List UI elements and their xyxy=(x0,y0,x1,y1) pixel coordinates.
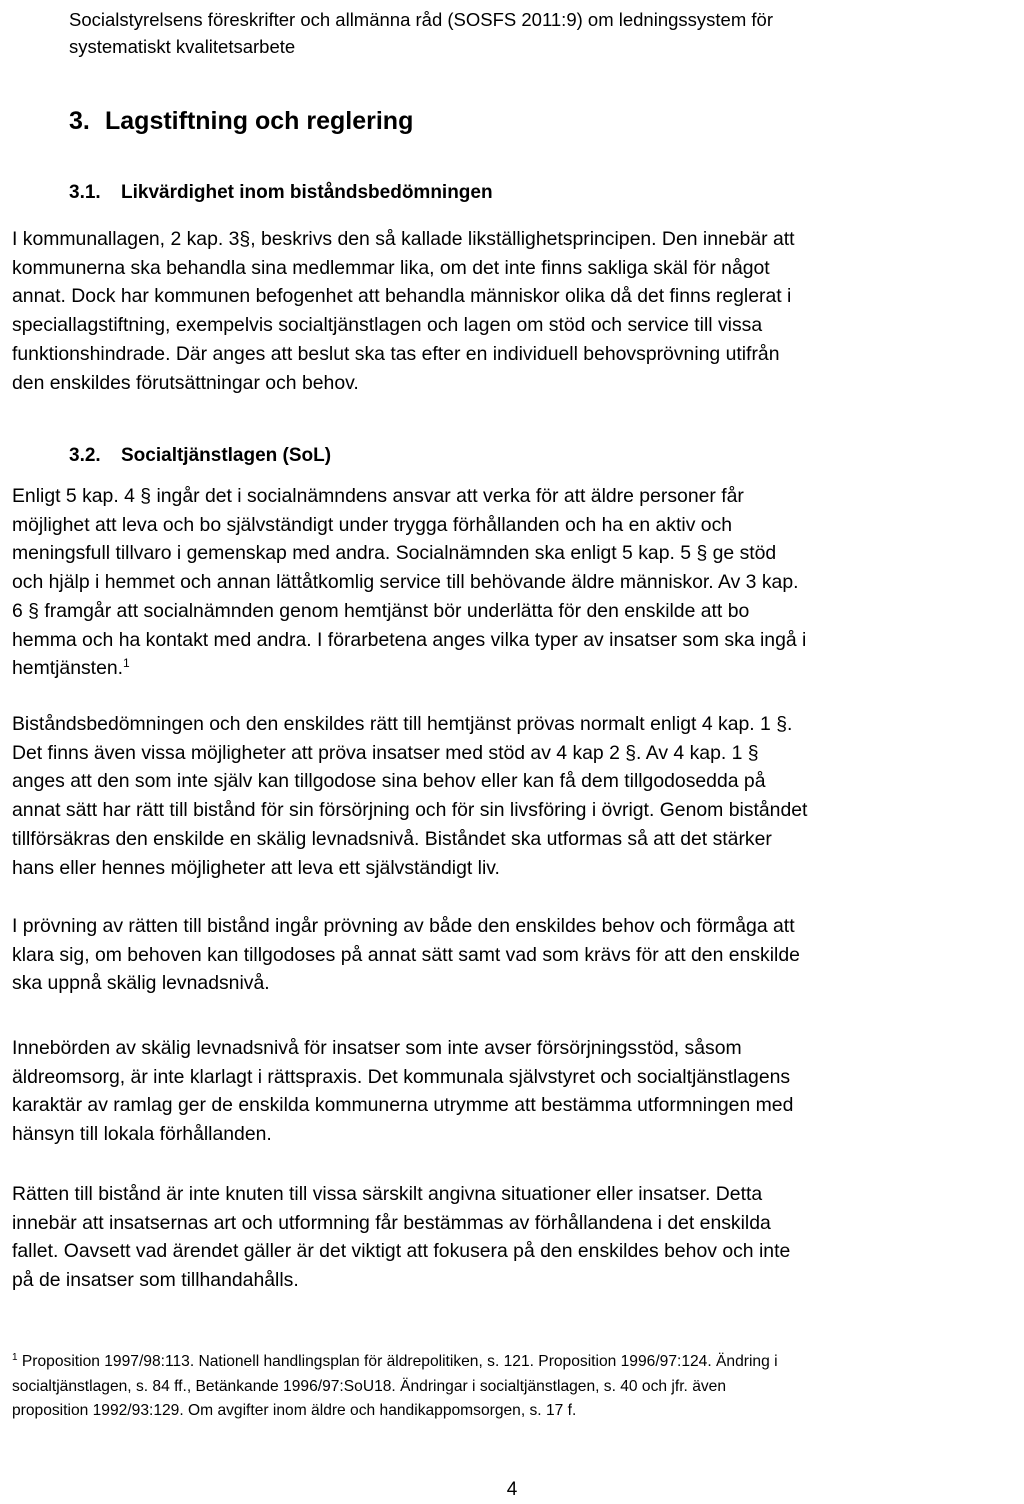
paragraph-line: äldreomsorg, är inte klarlagt i rättspraxis. Det kommunala självstyret och socialtjänstlagens xyxy=(12,1065,791,1088)
document-header xyxy=(69,6,1009,60)
paragraph-line: hans eller hennes möjligheter att leva ett självständigt liv. xyxy=(12,856,500,879)
footnote-marker: 1 xyxy=(12,1352,18,1363)
footnote xyxy=(12,1350,1012,1424)
chapter-heading xyxy=(69,104,413,138)
paragraph-line: möjlighet att leva och bo självständigt under trygga förhållanden och ha en aktiv och xyxy=(12,513,733,536)
paragraph-line: speciallagstiftning, exempelvis socialtjänstlagen och lagen om stöd och service till vissa xyxy=(12,314,763,337)
page-number: 4 xyxy=(506,1479,518,1500)
section-heading xyxy=(69,442,331,470)
paragraph-line: fallet. Oavsett vad ärendet gäller är det viktigt att fokusera på den enskildes behov och inte xyxy=(12,1240,791,1263)
header-line: Socialstyrelsens föreskrifter och allmänna råd (SOSFS 2011:9) om ledningssystem för xyxy=(69,9,773,30)
body-paragraph xyxy=(12,482,1018,683)
footnote-line: proposition 1992/93:129. Om avgifter inom äldre och handikappomsorgen, s. 17 f. xyxy=(12,1402,577,1419)
paragraph-line xyxy=(12,654,1018,683)
section-number: 3.2. xyxy=(69,445,101,466)
paragraph-line: Enligt 5 kap. 4 § ingår det i socialnämndens ansvar att verka för att äldre personer får xyxy=(12,485,744,507)
body-paragraph xyxy=(12,912,1018,998)
paragraph-line: Rätten till bistånd är inte knuten till vissa särskilt angivna situationer eller insatser. Detta xyxy=(12,1183,763,1205)
section-title: Socialtjänstlagen (SoL) xyxy=(121,445,332,466)
chapter-number: 3. xyxy=(69,107,90,135)
body-paragraph xyxy=(12,710,1018,882)
paragraph-line: hänsyn till lokala förhållanden. xyxy=(12,1123,272,1146)
paragraph-line: Biståndsbedömningen och den enskildes rätt till hemtjänst prövas normalt enligt 4 kap. 1 §. xyxy=(12,713,793,735)
paragraph-line-text: hemtjänsten. xyxy=(12,657,124,680)
paragraph-line: I kommunallagen, 2 kap. 3§, beskrivs den så kallade likställighetsprincipen. Den innebär att xyxy=(12,228,795,250)
paragraph-line: innebär att insatsernas art och utformning får bestämmas av förhållandena i det enskilda xyxy=(12,1211,771,1234)
paragraph-line: på de insatser som tillhandahålls. xyxy=(12,1269,299,1292)
chapter-title: Lagstiftning och reglering xyxy=(105,107,414,135)
body-paragraph xyxy=(12,225,1018,397)
paragraph-line: ska uppnå skälig levnadsnivå. xyxy=(12,972,270,995)
paragraph-line: kommunerna ska behandla sina medlemmar lika, om det inte finns sakliga skäl för något xyxy=(12,256,770,279)
body-paragraph xyxy=(12,1034,1018,1149)
paragraph-line: annat. Dock har kommunen befogenhet att behandla människor olika då det finns reglerat i xyxy=(12,285,792,308)
paragraph-line: I prövning av rätten till bistånd ingår prövning av både den enskildes behov och förmåga att xyxy=(12,915,795,937)
footnote-line-text: Proposition 1997/98:113. Nationell handlingsplan för äldrepolitiken, s. 121. Proposition 1996/97:124. Ändring i xyxy=(21,1353,778,1370)
paragraph-line: 6 § framgår att socialnämnden genom hemtjänst bör underlätta för den enskilde att bo xyxy=(12,599,750,622)
paragraph-line: och hjälp i hemmet och annan lättåtkomlig service till behövande äldre människor. Av 3 kap. xyxy=(12,571,799,594)
header-line: systematiskt kvalitetsarbete xyxy=(69,36,296,57)
paragraph-line: annat sätt har rätt till bistånd för sin försörjning och för sin livsföring i övrigt. Genom biståndet xyxy=(12,799,808,822)
footnote-reference: 1 xyxy=(123,656,130,671)
paragraph-line: karaktär av ramlag ger de enskilda kommunerna utrymme att bestämma utformningen med xyxy=(12,1094,794,1117)
paragraph-line: funktionshindrade. Där anges att beslut ska tas efter en individuell behovsprövning utifrån xyxy=(12,342,780,365)
body-paragraph xyxy=(12,1180,1018,1295)
paragraph-line: anges att den som inte själv kan tillgodose sina behov eller kan få dem tillgodosedda på xyxy=(12,770,766,793)
footnote-line: socialtjänstlagen, s. 84 ff., Betänkande 1996/97:SoU18. Ändringar i socialtjänstlagen, s. 40 och jfr. även xyxy=(12,1377,727,1395)
paragraph-line: meningsfull tillvaro i gemenskap med andra. Socialnämnden ska enligt 5 kap. 5 § ge stöd xyxy=(12,542,777,565)
paragraph-line: den enskildes förutsättningar och behov. xyxy=(12,371,359,394)
paragraph-line: Det finns även vissa möjligheter att pröva insatser med stöd av 4 kap 2 §. Av 4 kap. 1 § xyxy=(12,741,759,764)
paragraph-line: tillförsäkras den enskilde en skälig levnadsnivå. Biståndet ska utformas så att det stärker xyxy=(12,827,772,850)
paragraph-line: Innebörden av skälig levnadsnivå för insatser som inte avser försörjningsstöd, såsom xyxy=(12,1037,742,1059)
footnote-line xyxy=(12,1350,1012,1375)
section-heading xyxy=(69,179,493,207)
paragraph-line: hemma och ha kontakt med andra. I förarbetena anges vilka typer av insatser som ska ingå i xyxy=(12,628,807,651)
section-title: Likvärdighet inom biståndsbedömningen xyxy=(121,182,493,203)
section-number: 3.1. xyxy=(69,182,101,203)
paragraph-line: klara sig, om behoven kan tillgodoses på annat sätt samt vad som krävs för att den enskilde xyxy=(12,943,800,966)
